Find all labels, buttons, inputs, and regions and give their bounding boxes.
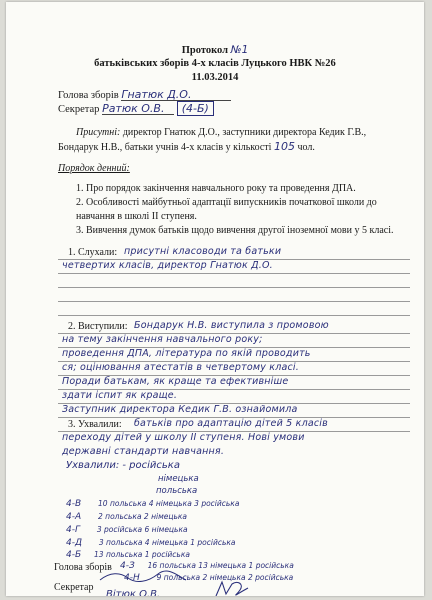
secretary-signature-mark bbox=[212, 578, 252, 596]
vote-lang-polish: польська bbox=[156, 486, 198, 496]
present-block bbox=[58, 126, 403, 155]
spoke-line-7: Заступник директора Кедик Г.В. ознайомила bbox=[62, 404, 298, 415]
vote-row-text: 3 польська 4 німецька 1 російська bbox=[98, 538, 236, 547]
vote-row bbox=[66, 525, 188, 535]
footer-secretary-signature: Вітюк О.В. bbox=[106, 589, 161, 596]
protocol-date: 11.03.2014 bbox=[191, 72, 239, 83]
protocol-page bbox=[6, 2, 424, 596]
present-suffix: чол. bbox=[297, 142, 315, 153]
agenda-item-2: 2. Особливості майбутньої адаптації випускників початкової школи до навчання в школі II ступеня. bbox=[76, 197, 377, 222]
footer-secretary-label: Секретар bbox=[54, 582, 94, 593]
vote-title: Ухвалили: - російська bbox=[66, 460, 180, 471]
decided-line-2: переходу дітей у школу II ступеня. Нові умови bbox=[62, 432, 305, 443]
vote-row bbox=[66, 499, 239, 509]
spoke-label: 2. Виступили: bbox=[68, 321, 128, 332]
vote-row-class: 4-А bbox=[66, 512, 82, 522]
present-count: 105 bbox=[273, 140, 295, 153]
vote-row-class: 4-Г bbox=[66, 525, 80, 535]
secretary-row bbox=[58, 102, 214, 115]
chair-signature bbox=[98, 570, 188, 584]
protocol-number: №1 bbox=[230, 44, 249, 56]
present-text: директор Гнатюк Д.О., заступники директора Кедик Г.В., Бондарук Н.В., батьки учнів 4-х класів у кількості bbox=[58, 127, 367, 153]
spoke-line-1: Бондарук Н.В. виступила з промовою bbox=[134, 320, 329, 331]
spoke-line-2: на тему закінчення навчального року; bbox=[62, 334, 263, 345]
vote-row bbox=[66, 550, 190, 560]
chair-value: Гнатюк Д.О. bbox=[121, 88, 231, 101]
protocol-title bbox=[6, 44, 424, 56]
spoke-line-5: Поради батькам, як краще та ефективніше bbox=[62, 376, 289, 387]
vote-row-class: 4-В bbox=[66, 499, 82, 509]
vote-row-text: 13 польська 1 російська bbox=[94, 550, 190, 559]
footer-chair-label: Голова зборів bbox=[54, 562, 112, 573]
listened-line-2: четвертих класів, директор Гнатюк Д.О. bbox=[62, 260, 273, 271]
vote-lang-german: німецька bbox=[158, 474, 199, 484]
spoke-line-3: проведення ДПА, література по якій проводить bbox=[62, 348, 311, 359]
secretary-value: Ратюк О.В. bbox=[102, 102, 174, 115]
present-label: Присутні: bbox=[76, 127, 121, 138]
vote-row-class: 4-З bbox=[120, 561, 135, 571]
chair-row bbox=[58, 88, 231, 101]
listened-line-1: присутні класоводи та батьки bbox=[124, 246, 282, 257]
spoke-line-4: ся; оцінювання атестатів в четвертому класі. bbox=[62, 362, 299, 373]
vote-row bbox=[66, 538, 236, 548]
spoke-line-6: здати іспит як краще. bbox=[62, 390, 178, 401]
decided-line-3: державні стандарти навчання. bbox=[62, 446, 225, 457]
vote-row-class: 4-Н bbox=[124, 573, 140, 583]
agenda-item-3: 3. Вивчення думок батьків щодо вивчення другої іноземної мови у 5 класі. bbox=[76, 225, 394, 236]
secretary-class: (4-Б) bbox=[177, 101, 214, 116]
secretary-label: Секретар bbox=[58, 104, 100, 115]
agenda-item-1: 1. Про порядок закінчення навчального року та проведення ДПА. bbox=[76, 183, 356, 194]
chair-label: Голова зборів bbox=[58, 90, 119, 101]
decided-label: 3. Ухвалили: bbox=[68, 419, 122, 430]
agenda-title: Порядок денний: bbox=[58, 163, 130, 174]
vote-row-class: 4-Д bbox=[66, 538, 83, 548]
decided-line-1: батьків про адаптацію дітей 5 класів bbox=[134, 418, 328, 429]
vote-row-text: 9 польська 2 німецька 2 російська bbox=[156, 573, 294, 582]
vote-row-class: 4-Б bbox=[66, 550, 82, 560]
vote-row-text: 10 польська 4 німецька 3 російська bbox=[98, 499, 240, 508]
protocol-label: Протокол bbox=[181, 45, 229, 56]
protocol-subtitle: батьківських зборів 4-х класів Луцького НВК №26 bbox=[94, 58, 336, 69]
vote-row-text: 3 російська 6 німецька bbox=[96, 525, 188, 534]
vote-row-text: 16 польська 13 німецька 1 російська bbox=[147, 561, 294, 570]
vote-row bbox=[66, 512, 187, 522]
vote-row-text: 2 польська 2 німецька bbox=[98, 512, 187, 521]
listened-label: 1. Слухали: bbox=[68, 247, 118, 258]
